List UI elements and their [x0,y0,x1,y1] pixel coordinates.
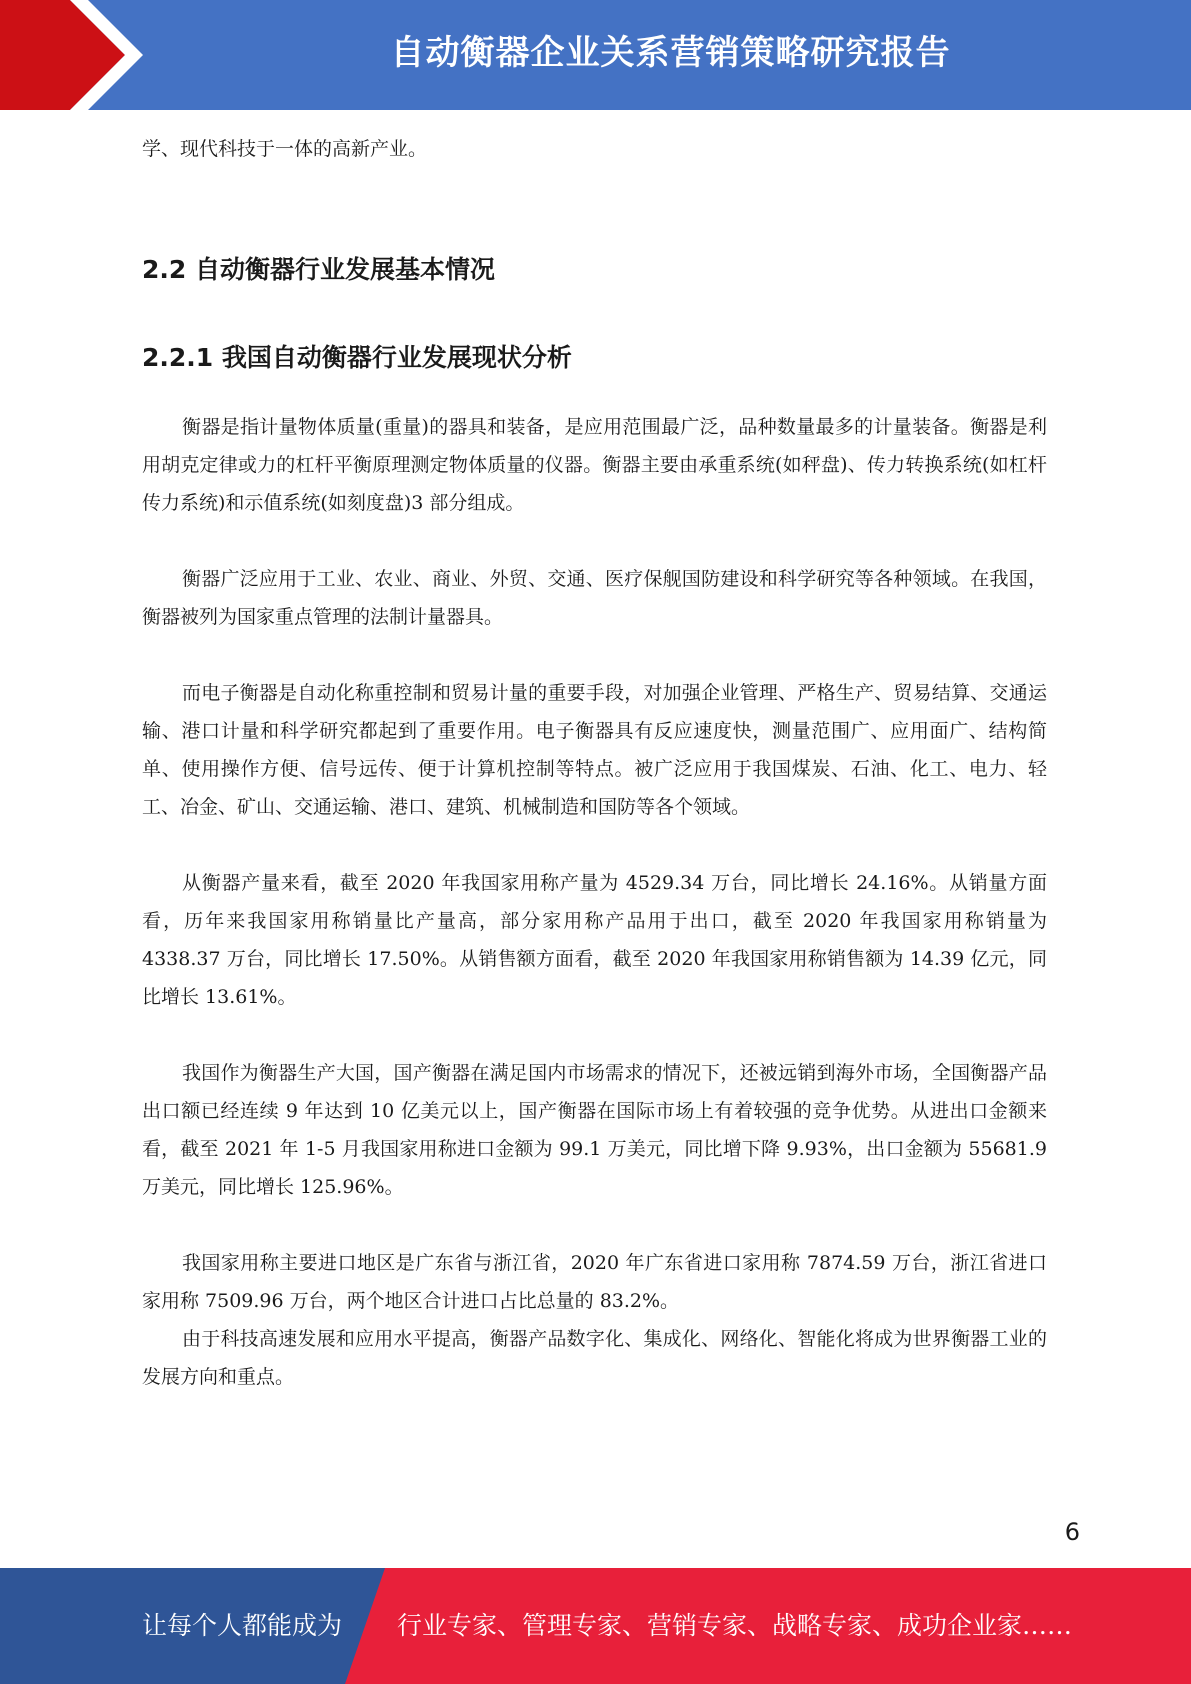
page-number: 6 [1064,1518,1080,1546]
subsection-heading: 2.2.1 我国自动衡器行业发展现状分析 [142,343,572,372]
section-heading: 2.2 自动衡器行业发展基本情况 [142,255,495,284]
page-body [142,130,1047,1396]
header-red-chevron-banner [0,0,150,110]
page-header [0,0,1191,110]
intro-continuation: 学、现代科技于一体的高新产业。 [142,138,428,160]
footer-slogan-left: 让每个人都能成为 [142,1611,343,1640]
header-red-block [0,0,125,110]
body-paragraph: 衡器是指计量物体质量(重量)的器具和装备，是应用范围最广泛，品种数量最多的计量装备。衡器是利用胡克定律或力的杠杆平衡原理测定物体质量的仪器。衡器主要由承重系统(如秤盘)、传力转换系统(如杠杆传力系统)和示值系统(如刻度盘)3 部分组成。 [142,416,1047,514]
body-paragraph: 我国作为衡器生产大国，国产衡器在满足国内市场需求的情况下，还被远销到海外市场，全国衡器产品出口额已经连续 9 年达到 10 亿美元以上，国产衡器在国际市场上有着较强的竞争优势。从进出口金额来看，截至 2021 年 1-5 月我国家用称进口金额为 99.1 万美元，同比增下降 9.93%，出口金额为 55681.9 万美元，同比增长 125.96%。 [142,1062,1047,1198]
body-paragraph: 衡器广泛应用于工业、农业、商业、外贸、交通、医疗保舰国防建设和科学研究等各种领域。在我国，衡器被列为国家重点管理的法制计量器具。 [142,568,1047,628]
footer-slogan-right: 行业专家、管理专家、营销专家、战略专家、成功企业家…… [397,1611,1073,1640]
body-paragraph: 我国家用称主要进口地区是广东省与浙江省，2020 年广东省进口家用称 7874.59 万台，浙江省进口家用称 7509.96 万台，两个地区合计进口占比总量的 83.2%。 [142,1252,1047,1312]
body-paragraph: 由于科技高速发展和应用水平提高，衡器产品数字化、集成化、网络化、智能化将成为世界衡器工业的发展方向和重点。 [142,1328,1047,1388]
body-paragraph: 从衡器产量来看，截至 2020 年我国家用称产量为 4529.34 万台，同比增长 24.16%。从销量方面看，历年来我国家用称销量比产量高，部分家用称产品用于出口，截至 2020 年我国家用称销量为 4338.37 万台，同比增长 17.50%。从销售额方面看，截至 2020 年我国家用称销售额为 14.39 亿元，同比增长 13.61%。 [142,872,1047,1008]
report-title: 自动衡器企业关系营销策略研究报告 [390,33,951,73]
page-footer [0,1568,1191,1684]
body-paragraph: 而电子衡器是自动化称重控制和贸易计量的重要手段，对加强企业管理、严格生产、贸易结算、交通运输、港口计量和科学研究都起到了重要作用。电子衡器具有反应速度快，测量范围广、应用面广、结构简单、使用操作方便、信号远传、便于计算机控制等特点。被广泛应用于我国煤炭、石油、化工、电力、轻工、冶金、矿山、交通运输、港口、建筑、机械制造和国防等各个领域。 [142,682,1047,818]
